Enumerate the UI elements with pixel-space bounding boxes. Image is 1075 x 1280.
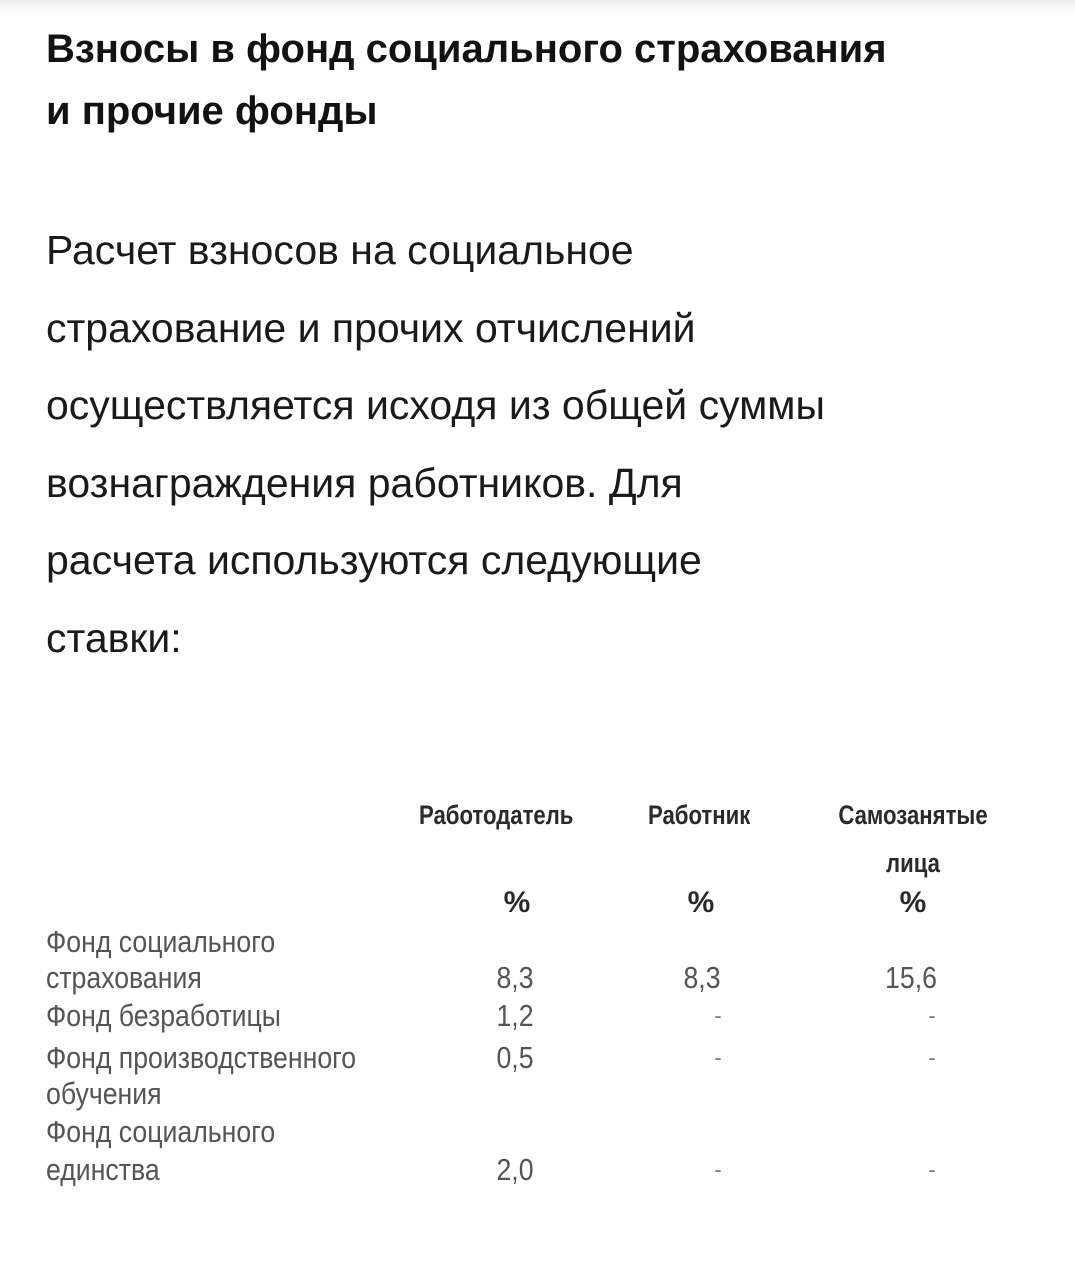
cell-employer: 1,2: [496, 998, 534, 1033]
intro-line: Расчет взносов на социальное: [46, 227, 634, 273]
intro-line: расчета используются следующие: [46, 537, 702, 583]
cell-self-employed: -: [928, 1157, 936, 1182]
cell-self-employed: -: [928, 1003, 936, 1028]
cell-employee: -: [714, 1157, 722, 1182]
cell-employee: -: [714, 1003, 722, 1028]
cell-self-employed: -: [928, 1045, 936, 1070]
row-label: единства: [46, 1152, 160, 1187]
cell-employer: 0,5: [496, 1040, 534, 1075]
cell-employee: 8,3: [683, 960, 721, 995]
row-label: страхования: [46, 960, 202, 995]
header-self-employed-line2: лица: [886, 848, 940, 878]
header-self-employed: Самозанятые: [838, 800, 988, 830]
cell-employer: 8,3: [496, 960, 534, 995]
unit-self-employed: %: [899, 886, 927, 919]
intro-line: вознаграждения работников. Для: [46, 459, 683, 506]
intro-line: осуществляется исходя из общей суммы: [46, 382, 825, 428]
cell-employee: -: [714, 1045, 722, 1070]
intro-line: ставки:: [46, 614, 182, 661]
header-employee: Работник: [648, 800, 751, 830]
unit-employer: %: [503, 886, 531, 919]
row-label: Фонд социального: [46, 924, 276, 959]
row-label: Фонд социального: [46, 1114, 276, 1149]
row-label: обучения: [46, 1076, 162, 1111]
heading-line: Взносы в фонд социального страхования: [46, 27, 887, 71]
header-employer: Работодатель: [419, 800, 574, 830]
row-label: Фонд безработицы: [46, 998, 281, 1033]
cell-employer: 2,0: [496, 1152, 534, 1187]
row-label: Фонд производственного: [46, 1040, 357, 1075]
intro-line: страхование и прочих отчислений: [46, 304, 696, 351]
unit-employee: %: [687, 886, 715, 919]
heading-line: и прочие фонды: [46, 89, 378, 133]
cell-self-employed: 15,6: [885, 960, 937, 995]
